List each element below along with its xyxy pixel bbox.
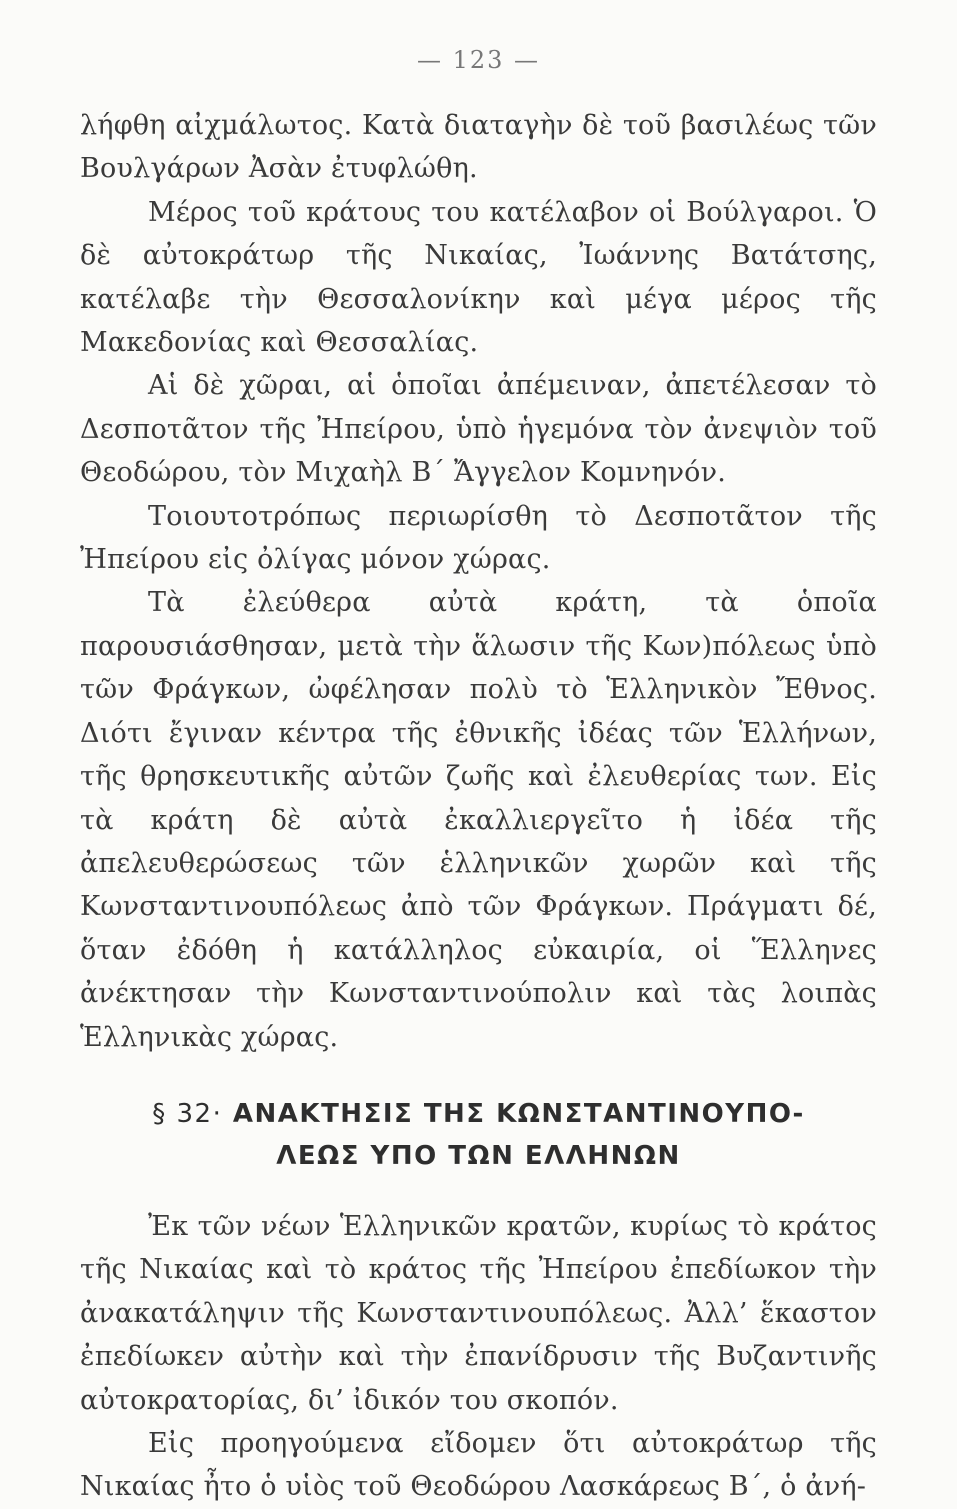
section-symbol: § 32· bbox=[152, 1098, 223, 1129]
section-heading bbox=[80, 1093, 877, 1177]
paragraph: Τὰ ἐλεύθερα αὐτὰ κράτη, τὰ ὁποῖα παρουσιάσθησαν, μετὰ τὴν ἅλωσιν τῆς Κων)πόλεως ὑπὸ τῶν Φράγκων, ὠφέλησαν πολὺ τὸ Ἑλληνικὸν Ἔθνος. Διότι ἔγιναν κέντρα τῆς ἐθνικῆς ἰδέας τῶν Ἑλλήνων, τῆς θρησκευτικῆς αὐτῶν ζωῆς καὶ ἐλευθερίας των. Εἰς τὰ κράτη δὲ αὐτὰ ἐκαλλιεργεῖτο ἡ ἰδέα τῆς ἀπελευθερώσεως τῶν ἑλληνικῶν χωρῶν καὶ τῆς Κωνσταντινουπόλεως ἀπὸ τῶν Φράγκων. Πράγματι δέ, ὅταν ἐδόθη ἡ κατάλληλος εὐκαιρία, οἱ Ἕλληνες ἀνέκτησαν τὴν Κωνσταντινούπολιν καὶ τὰς λοιπὰς Ἑλληνικὰς χώρας. bbox=[80, 587, 877, 1053]
section-heading-line-1 bbox=[80, 1093, 877, 1135]
paragraph: Μέρος τοῦ κράτους του κατέλαβον οἱ Βούλγαροι. Ὁ δὲ αὐτοκράτωρ τῆς Νικαίας, Ἰωάννης Βατάτσης, κατέλαβε τὴν Θεσσαλονίκην καὶ μέγα μέρος τῆς Μακεδονίας καὶ Θεσσαλίας. bbox=[80, 196, 877, 359]
page-number: — 123 — bbox=[416, 46, 541, 74]
section-title-part-2: ΛΕΩΣ ΥΠΟ ΤΩΝ ΕΛΛΗΝΩΝ bbox=[276, 1140, 681, 1171]
paragraph: Τοιουτοτρόπως περιωρίσθη τὸ Δεσποτᾶτον τῆς Ἠπείρου εἰς ὀλίγας μόνον χώρας. bbox=[80, 500, 877, 576]
paragraph: Ἐκ τῶν νέων Ἑλληνικῶν κρατῶν, κυρίως τὸ κράτος τῆς Νικαίας καὶ τὸ κράτος τῆς Ἠπείρου ἐπεδίωκον τὴν ἀνακατάληψιν τῆς Κωνσταντινουπόλεως. Ἀλλ’ ἕκαστον ἐπεδίωκεν αὐτὴν καὶ τὴν ἐπανίδρυσιν τῆς Βυζαντινῆς αὐτοκρατορίας, δι’ ἰδικόν του σκοπόν. bbox=[80, 1210, 877, 1416]
body-text bbox=[80, 104, 877, 1509]
paragraph: Αἱ δὲ χῶραι, αἱ ὁποῖαι ἀπέμειναν, ἀπετέλεσαν τὸ Δεσποτᾶτον τῆς Ἠπείρου, ὑπὸ ἡγεμόνα τὸν ἀνεψιὸν τοῦ Θεοδώρου, τὸν Μιχαὴλ Β΄ Ἄγγελον Κομνηνόν. bbox=[80, 370, 877, 489]
section-title-part-1: ΑΝΑΚΤΗΣΙΣ ΤΗΣ ΚΩΝΣΤΑΝΤΙΝΟΥΠΟ- bbox=[232, 1098, 805, 1129]
paragraph: λήφθη αἰχμάλωτος. Κατὰ διαταγὴν δὲ τοῦ βασιλέως τῶν Βουλγάρων Ἀσὰν ἐτυφλώθη. bbox=[80, 110, 877, 185]
paragraph: Εἰς προηγούμενα εἴδομεν ὅτι αὐτοκράτωρ τῆς Νικαίας ἦτο ὁ υἱὸς τοῦ Θεοδώρου Λασκάρεως Β΄, ὁ ἀνή- bbox=[80, 1427, 877, 1503]
